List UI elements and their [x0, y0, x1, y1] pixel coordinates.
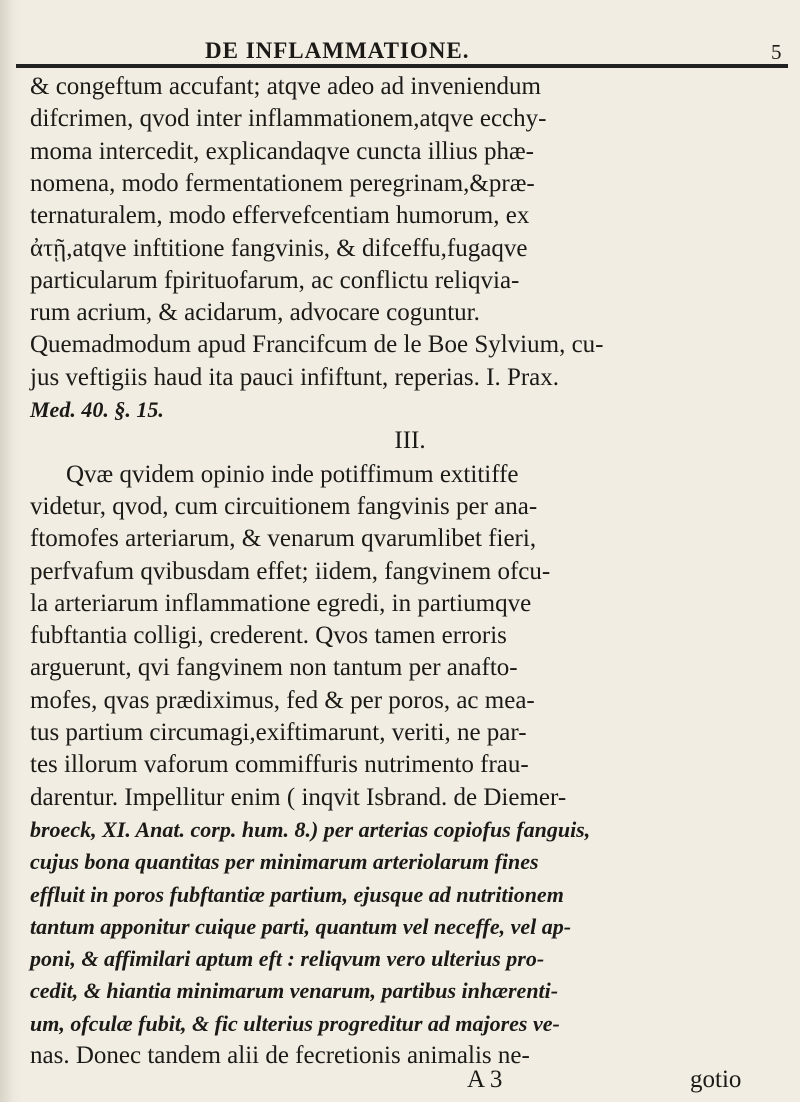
- text-line: la arteriarum inflammatione egredi, in partiumqve: [30, 589, 532, 617]
- text-line: tantum apponitur cuique parti, quantum vel neceffe, vel ap-: [30, 913, 572, 939]
- header-rule: [16, 64, 788, 68]
- text-line: cedit, & hiantia minimarum venarum, partibus inhærenti-: [30, 978, 559, 1004]
- text-line: poni, & affimilari aptum eft : reliqvum vero ulterius pro-: [30, 946, 545, 972]
- signature-mark: A 3: [467, 1066, 503, 1093]
- text-line: broeck, XI. Anat. corp. hum. 8.) per arterias copiofus fanguis,: [30, 816, 591, 842]
- text-line: Med. 40. §. 15.: [30, 397, 164, 422]
- text-line: & congeftum accufant; atqve adeo ad inveniendum: [30, 73, 541, 100]
- text-line: videtur, qvod, cum circuitionem fangvinis per ana-: [30, 492, 538, 520]
- text-line: moma intercedit, explicandaqve cuncta illius phæ-: [30, 137, 535, 165]
- text-line: perfvafum qvibusdam effet; iidem, fangvinem ofcu-: [30, 557, 551, 585]
- text-line: Qvæ qvidem opinio inde potiffimum extitiffe: [66, 460, 519, 488]
- text-line: ἀτῇ,atqve inftitione fangvinis, & difceffu,fugaqve: [30, 234, 528, 262]
- catchword: gotio: [690, 1066, 742, 1093]
- running-head: [0, 36, 800, 66]
- running-title: DE INFLAMMATIONE.: [205, 38, 470, 63]
- page-footer: [0, 1066, 800, 1096]
- section-number: III.: [394, 427, 426, 455]
- text-line: particularum fpirituofarum, ac conflictu reliqvia-: [30, 266, 520, 294]
- page-gutter-shadow: [0, 0, 22, 1102]
- page-number: 5: [771, 40, 782, 64]
- text-line: tes illorum vaforum commiffuris nutrimento frau-: [30, 751, 529, 779]
- text-line: tus partium circumagi,exiftimarunt, veriti, ne par-: [30, 719, 527, 746]
- text-line: Quemadmodum apud Francifcum de le Boe Sylvium, cu-: [30, 331, 604, 359]
- text-line: darentur. Impellitur enim ( inqvit Isbrand. de Diemer-: [30, 783, 567, 811]
- text-line: ternaturalem, modo effervefcentiam humorum, ex: [30, 202, 530, 230]
- text-line: effluit in poros fubftantiæ partium, ejusque ad nutritionem: [30, 881, 564, 907]
- text-line: rum acrium, & acidarum, advocare coguntur.: [30, 299, 480, 327]
- text-line: fubftantia colligi, crederent. Qvos tamen erroris: [30, 622, 507, 650]
- text-line: jus veftigiis haud ita pauci infiftunt, reperias. I. Prax.: [30, 363, 560, 391]
- text-line: mofes, qvas prædiximus, fed & per poros, ac mea-: [30, 686, 535, 714]
- text-line: ftomofes arteriarum, & venarum qvarumlibet fieri,: [30, 525, 537, 553]
- text-line: nas. Donec tandem alii de fecretionis animalis ne-: [30, 1042, 530, 1069]
- text-line: difcrimen, qvod inter inflammationem,atqve ecchy-: [30, 105, 547, 133]
- text-line: um, ofculæ fubit, & fic ulterius progreditur ad majores ve-: [30, 1010, 560, 1036]
- text-line: cujus bona quantitas per minimarum arteriolarum fines: [30, 849, 539, 875]
- text-line: arguerunt, qvi fangvinem non tantum per anafto-: [30, 654, 518, 682]
- text-line: nomena, modo fermentationem peregrinam,&præ-: [30, 169, 535, 197]
